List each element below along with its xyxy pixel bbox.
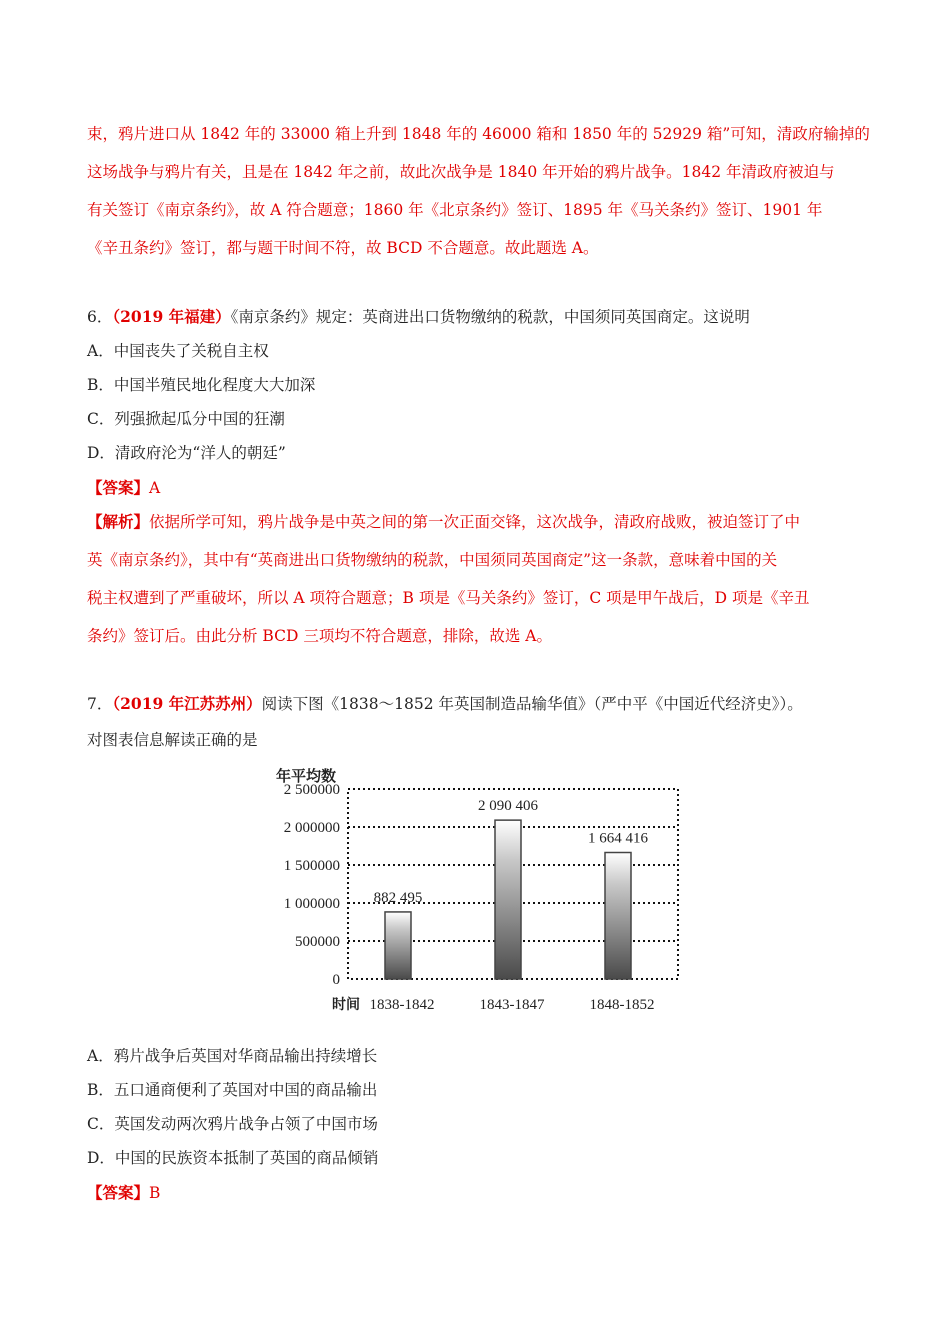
question-6-stem: [87, 306, 750, 328]
analysis-line: 条约》签订后。由此分析 BCD 三项均不符合题意，排除，故选 A。: [87, 627, 552, 645]
option-c: C．英国发动两次鸦片战争占领了中国市场: [87, 1115, 378, 1133]
data-label: 1 664 416: [588, 830, 648, 847]
analysis-line: 税主权遭到了严重破坏，所以 A 项符合题意；B 项是《马关条约》签订，C 项是甲午战后，D 项是《辛丑: [87, 589, 810, 607]
option-a: A．中国丧失了关税自主权: [87, 342, 269, 360]
y-tick-label: 0: [332, 972, 340, 988]
answer: [87, 477, 160, 499]
data-label: 2 090 406: [478, 798, 538, 815]
bar-chart: [270, 765, 690, 1025]
x-tick-label: 1838-1842: [369, 997, 435, 1013]
prev-explanation-line: 有关签订《南京条约》，故 A 符合题意；1860 年《北京条约》签订、1895 年《马关条约》签订、1901 年: [87, 201, 823, 219]
y-tick-label: 1 500000: [283, 858, 340, 874]
data-label: 882 495: [373, 889, 423, 906]
option-b: B．中国半殖民地化程度大大加深: [87, 376, 316, 394]
analysis-line: 依据所学可知，鸦片战争是中英之间的第一次正面交锋，这次战争，清政府战败，被迫签订了中: [149, 513, 801, 531]
bar: [385, 912, 411, 979]
bar: [605, 853, 631, 979]
option-d: D．清政府沦为“洋人的朝廷”: [87, 444, 286, 462]
question-7-stem-line2: 对图表信息解读正确的是: [87, 731, 258, 749]
x-axis-label: 时间: [332, 997, 360, 1013]
question-source: （2019 年福建）: [112, 307, 231, 326]
x-tick-label: 1848-1852: [589, 997, 655, 1013]
analysis-label: 【解析】: [87, 512, 150, 531]
bar: [495, 820, 521, 979]
x-tick-label: 1843-1847: [479, 997, 545, 1013]
prev-explanation-line: 《辛丑条约》签订，都与题干时间不符，故 BCD 不合题意。故此题选 A。: [87, 239, 599, 257]
question-number: 6．: [87, 308, 113, 326]
prev-explanation-line: 束，鸦片进口从 1842 年的 33000 箱上升到 1848 年的 46000 箱和 1850 年的 52929 箱”可知，清政府输掉的: [87, 125, 870, 143]
option-b: B．五口通商便利了英国对中国的商品输出: [87, 1081, 378, 1099]
question-7-stem: [87, 693, 803, 715]
y-tick-label: 2 000000: [283, 820, 340, 836]
answer-value: A: [149, 479, 161, 497]
answer-value: B: [149, 1184, 161, 1202]
prev-explanation-line: 这场战争与鸦片有关，且是在 1842 年之前，故此次战争是 1840 年开始的鸦片战争。1842 年清政府被迫与: [87, 163, 835, 181]
option-d: D．中国的民族资本抵制了英国的商品倾销: [87, 1149, 379, 1167]
analysis-line: 英《南京条约》，其中有“英商进出口货物缴纳的税款，中国须同英国商定”这一条款，意味着中国的关: [87, 551, 778, 569]
analysis: [87, 511, 800, 533]
answer: [87, 1182, 160, 1204]
y-tick-label: 1 000000: [283, 896, 340, 912]
y-axis-label: 年平均数: [276, 767, 337, 785]
option-c: C．列强掀起瓜分中国的狂潮: [87, 410, 285, 428]
bar-chart-svg: [270, 765, 690, 1025]
question-text: 阅读下图《1838～1852 年英国制造品输华值》（严中平《中国近代经济史》）。: [261, 695, 803, 713]
question-source: （2019 年江苏苏州）: [112, 694, 262, 713]
y-tick-label: 2 500000: [283, 782, 340, 798]
y-tick-label: 500000: [295, 934, 340, 950]
question-number: 7．: [87, 695, 113, 713]
answer-label: 【答案】: [87, 478, 150, 497]
answer-label: 【答案】: [87, 1183, 150, 1202]
question-text: 《南京条约》规定：英商进出口货物缴纳的税款，中国须同英国商定。这说明: [230, 308, 750, 326]
option-a: A．鸦片战争后英国对华商品输出持续增长: [87, 1047, 378, 1065]
